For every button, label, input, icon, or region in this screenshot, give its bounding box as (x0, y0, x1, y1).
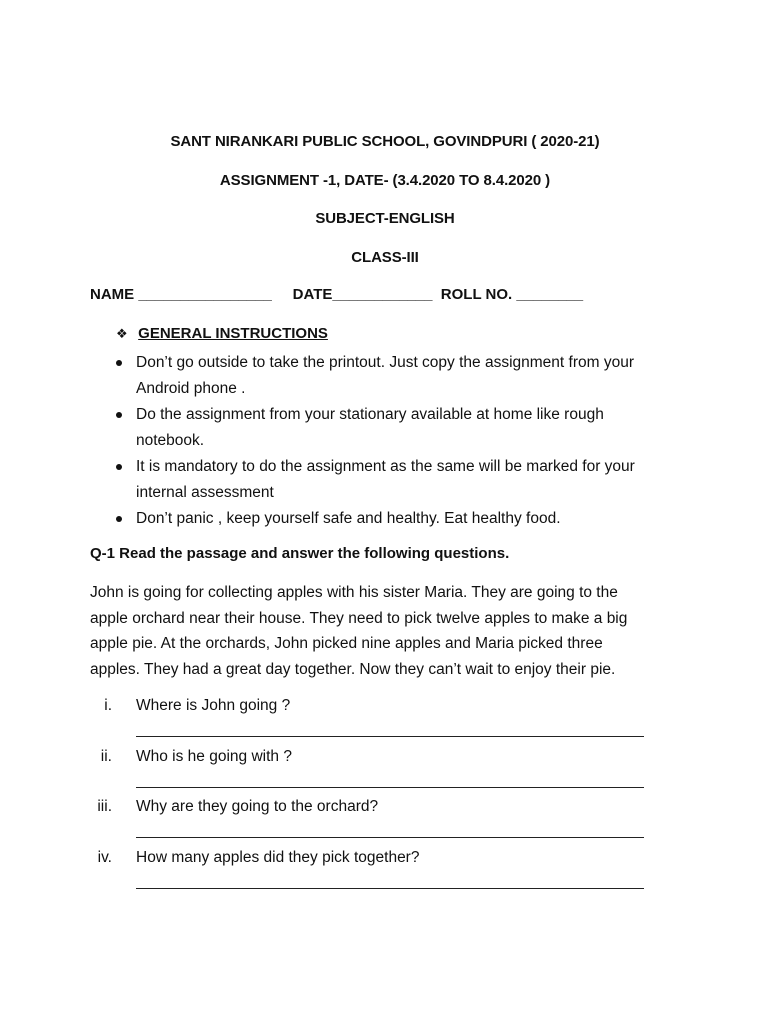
instruction-line: Don’t panic , keep yourself safe and healthy. Eat healthy food. (136, 510, 561, 527)
instruction-line: Android phone . (136, 380, 246, 397)
passage-line: apple pie. At the orchards, John picked nine apples and Maria picked three (90, 635, 603, 652)
instruction-line: Don’t go outside to take the printout. Just copy the assignment from your (136, 354, 634, 371)
instruction-line: notebook. (136, 432, 205, 449)
answer-line (136, 888, 644, 889)
question-text: Why are they going to the orchard? (136, 798, 379, 815)
name-date-rollno-line: NAME ________________ DATE____________ ROLL NO. ________ (90, 286, 584, 303)
passage-line: John is going for collecting apples with his sister Maria. They are going to the (90, 584, 618, 601)
question-1-heading: Q-1 Read the passage and answer the following questions. (90, 545, 510, 562)
instruction-line: internal assessment (136, 484, 274, 501)
question-text: Who is he going with ? (136, 747, 292, 765)
question-item (80, 748, 680, 799)
bullet-dot-icon (116, 412, 122, 418)
instruction-item (116, 402, 676, 454)
question-number: i. (104, 697, 112, 714)
class-title: CLASS-III (351, 249, 419, 266)
answer-line (136, 787, 644, 788)
question-item (80, 849, 680, 900)
passage-line: apples. They had a great day together. Now they can’t wait to enjoy their pie. (90, 660, 616, 678)
instructions-list (116, 350, 676, 532)
passage-line: apple orchard near their house. They need to pick twelve apples to make a big (90, 609, 628, 627)
bullet-dot-icon (116, 360, 122, 366)
comprehension-questions (80, 697, 680, 899)
answer-line (136, 837, 644, 838)
diamond-bullet-icon: ❖ (116, 326, 128, 341)
question-number: iv. (97, 848, 112, 866)
question-text: How many apples did they pick together? (136, 848, 420, 866)
question-item (80, 798, 680, 849)
general-instructions-heading (116, 325, 328, 342)
bullet-dot-icon (116, 516, 122, 522)
subject-title: SUBJECT-ENGLISH (315, 210, 455, 227)
answer-line (136, 736, 644, 737)
question-text: Where is John going ? (136, 697, 291, 714)
school-title: SANT NIRANKARI PUBLIC SCHOOL, GOVINDPURI ( 2020-21) (170, 133, 600, 150)
question-number: iii. (97, 798, 112, 815)
instruction-line: It is mandatory to do the assignment as the same will be marked for your (136, 458, 635, 475)
instruction-item (116, 506, 676, 532)
bullet-dot-icon (116, 464, 122, 470)
instruction-item (116, 454, 676, 506)
question-number: ii. (100, 747, 112, 765)
instruction-item (116, 350, 676, 402)
instruction-line: Do the assignment from your stationary available at home like rough (136, 406, 604, 423)
assignment-title: ASSIGNMENT -1, DATE- (3.4.2020 TO 8.4.2020 ) (219, 172, 551, 189)
question-item (80, 697, 680, 748)
general-instructions-label: GENERAL INSTRUCTIONS (138, 325, 328, 342)
reading-passage (90, 580, 670, 682)
